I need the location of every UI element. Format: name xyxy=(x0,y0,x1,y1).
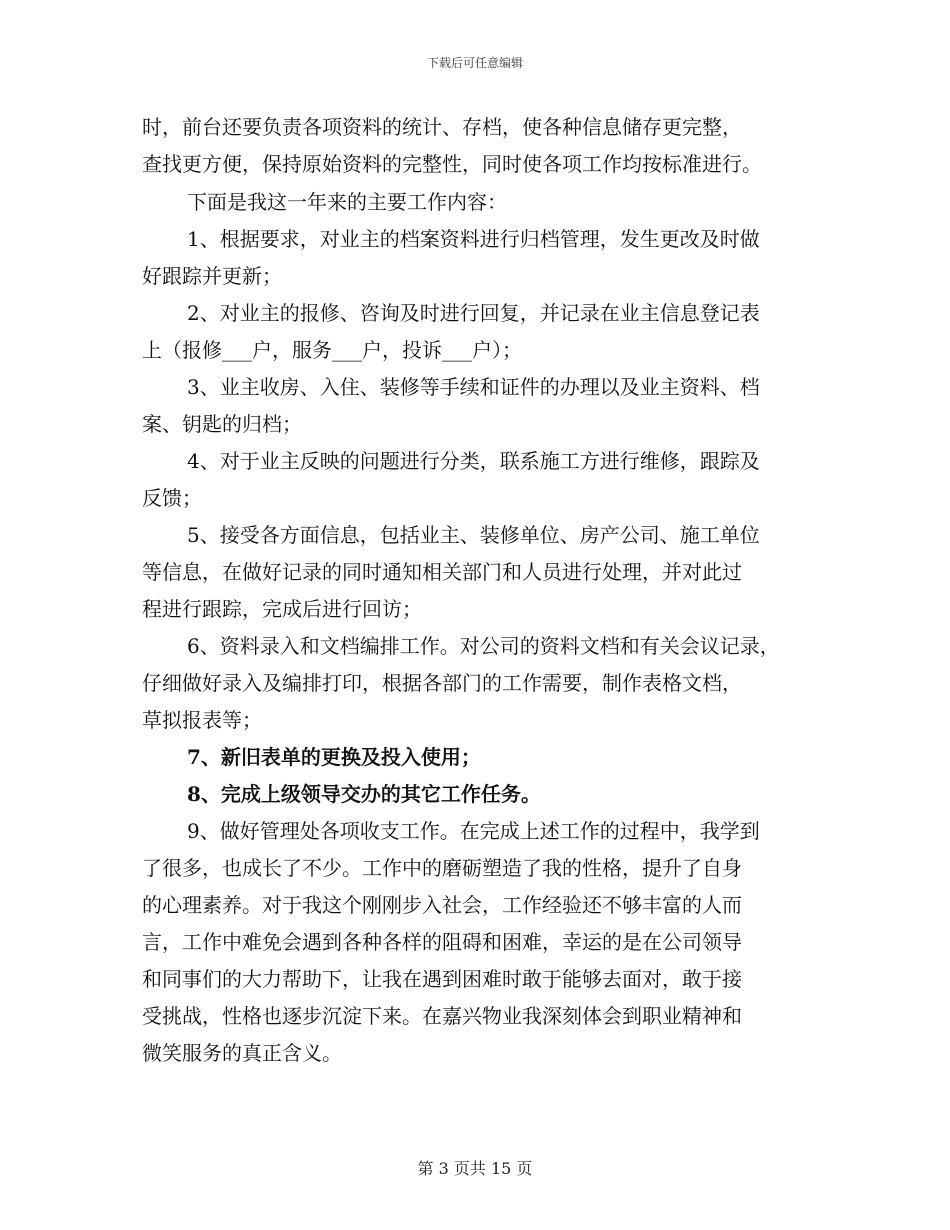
body-line: 好跟踪并更新； xyxy=(142,264,282,288)
body-line: 的心理素养。对于我这个刚刚步入社会，工作经验还不够丰富的人而 xyxy=(142,893,742,917)
body-line: 了很多，也成长了不少。工作中的磨砺塑造了我的性格，提升了自身 xyxy=(142,856,742,880)
body-line: 等信息，在做好记录的同时通知相关部门和人员进行处理，并对此过 xyxy=(142,560,742,584)
body-line: 程进行跟踪，完成后进行回访； xyxy=(142,597,422,621)
body-line: 反馈； xyxy=(142,486,202,510)
body-line: 言，工作中难免会遇到各种各样的阻碍和困难，幸运的是在公司领导 xyxy=(142,930,742,954)
body-line: 案、钥匙的归档； xyxy=(142,412,302,436)
body-line: 上（报修___户，服务___户，投诉___户）； xyxy=(142,338,522,362)
body-line: 3、业主收房、入住、装修等手续和证件的办理以及业主资料、档 xyxy=(187,375,760,399)
body-line: 草拟报表等； xyxy=(142,708,262,732)
body-line: 下面是我这一年来的主要工作内容： xyxy=(187,190,507,214)
body-line: 1、根据要求，对业主的档案资料进行归档管理，发生更改及时做 xyxy=(187,227,760,251)
body-line: 仔细做好录入及编排打印，根据各部门的工作需要，制作表格文档， xyxy=(142,671,742,695)
body-line: 6、资料录入和文档编排工作。对公司的资料文档和有关会议记录， xyxy=(187,634,780,658)
body-line: 时，前台还要负责各项资料的统计、存档，使各种信息储存更完整， xyxy=(142,115,742,139)
body-line: 2、对业主的报修、咨询及时进行回复，并记录在业主信息登记表 xyxy=(187,301,760,325)
body-line: 和同事们的大力帮助下，让我在遇到困难时敢于能够去面对，敢于接 xyxy=(142,967,742,991)
body-line-bold: 7、新旧表单的更换及投入使用； xyxy=(187,745,481,769)
page-header: 下载后可任意编辑 xyxy=(426,56,523,70)
body-line-bold: 8、完成上级领导交办的其它工作任务。 xyxy=(187,782,541,806)
body-line: 4、对于业主反映的问题进行分类，联系施工方进行维修，跟踪及 xyxy=(187,449,760,473)
body-line: 查找更方便，保持原始资料的完整性，同时使各项工作均按标准进行。 xyxy=(142,152,762,176)
body-line: 9、做好管理处各项收支工作。在完成上述工作的过程中，我学到 xyxy=(187,819,760,843)
page-footer: 第 3 页共 15 页 xyxy=(417,1159,533,1178)
body-line: 受挑战，性格也逐步沉淀下来。在嘉兴物业我深刻体会到职业精神和 xyxy=(142,1004,742,1028)
body-line: 微笑服务的真正含义。 xyxy=(142,1041,342,1065)
body-line: 5、接受各方面信息，包括业主、装修单位、房产公司、施工单位 xyxy=(187,523,760,547)
